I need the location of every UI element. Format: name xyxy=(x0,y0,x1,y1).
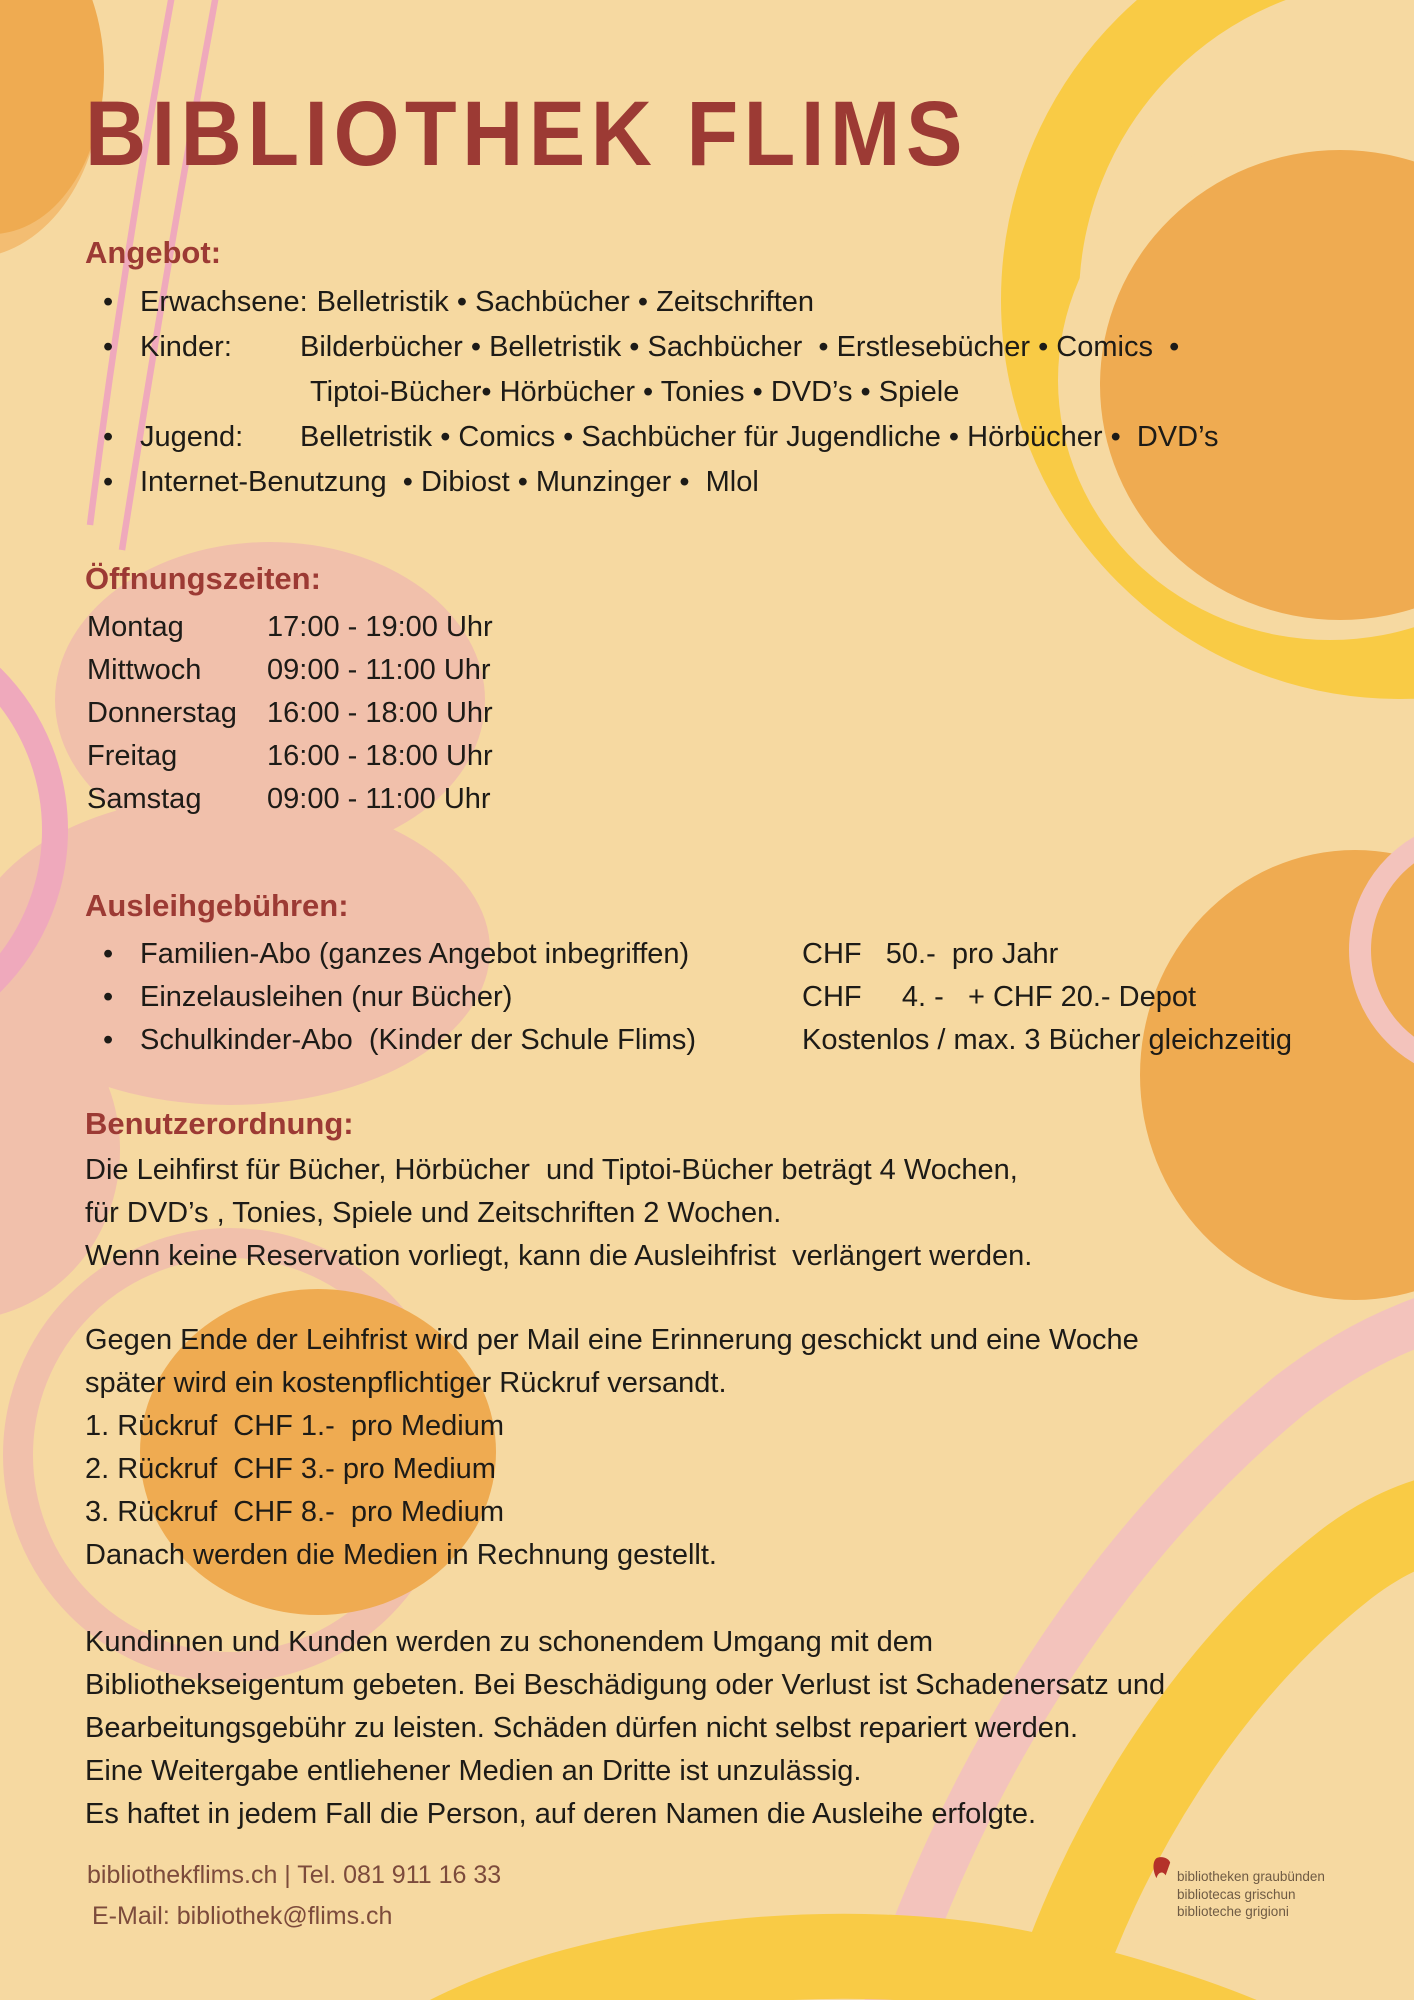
opening-hours-table xyxy=(87,606,1355,821)
item-text: Belletristik • Comics • Sachbücher für Jugendliche • Hörbücher • DVD’s xyxy=(300,421,1219,453)
day-label: Samstag xyxy=(87,783,202,815)
hours-row-montag xyxy=(87,606,1355,649)
time-value: 09:00 - 11:00 Uhr xyxy=(267,783,491,815)
day-label: Freitag xyxy=(87,740,178,772)
bullet-icon xyxy=(103,415,119,460)
logo-line-it: biblioteche grigioni xyxy=(1177,1904,1289,1919)
logo-line-rm: bibliotecas grischun xyxy=(1177,1886,1296,1902)
heading-oeffnungszeiten: Öffnungszeiten: xyxy=(85,561,321,596)
item-label: Kinder: xyxy=(140,331,232,363)
bullet-icon xyxy=(103,280,119,325)
section-oeffnungszeiten xyxy=(85,558,1355,821)
bullet-icon xyxy=(103,976,119,1019)
day-label: Donnerstag xyxy=(87,697,237,729)
paragraph-line: Die Leihfirst für Bücher, Hörbücher und Tiptoi-Bücher beträgt 4 Wochen, xyxy=(85,1154,1018,1186)
day-label: Mittwoch xyxy=(87,654,202,686)
section-ausleihgebuehren xyxy=(85,885,1355,1062)
paragraph-line: Danach werden die Medien in Rechnung gestellt. xyxy=(85,1539,717,1571)
list-item-jugend xyxy=(85,415,1355,460)
time-value: 16:00 - 18:00 Uhr xyxy=(267,697,493,729)
angebot-list xyxy=(85,280,1355,505)
rules-paragraph-2 xyxy=(85,1319,1355,1577)
time-value: 17:00 - 19:00 Uhr xyxy=(267,611,493,643)
paragraph-line: Wenn keine Reservation vorliegt, kann die Ausleihfrist verlängert werden. xyxy=(85,1240,1033,1272)
item-text: Internet-Benutzung • Dibiost • Munzinger • Mlol xyxy=(140,466,759,498)
fee-value: CHF 50.- pro Jahr xyxy=(802,938,1059,970)
hours-row-mittwoch xyxy=(87,649,1355,692)
time-value: 09:00 - 11:00 Uhr xyxy=(267,654,491,686)
fee-value: Kostenlos / max. 3 Bücher gleichzeitig xyxy=(802,1024,1293,1056)
rules-paragraph-1 xyxy=(85,1149,1355,1278)
page-title: BIBLIOTHEK FLIMS xyxy=(85,83,968,185)
time-value: 16:00 - 18:00 Uhr xyxy=(267,740,493,772)
paragraph-line: 3. Rückruf CHF 8.- pro Medium xyxy=(85,1496,504,1528)
fees-list xyxy=(85,933,1355,1062)
fee-item-text: Einzelausleihen (nur Bücher) xyxy=(140,981,513,1013)
item-text: Bilderbücher • Belletristik • Sachbücher • Erstlesebücher • Comics • xyxy=(300,331,1180,363)
bullet-icon xyxy=(103,933,119,976)
paragraph-line: 1. Rückruf CHF 1.- pro Medium xyxy=(85,1410,504,1442)
paragraph-line: Es haftet in jedem Fall die Person, auf deren Namen die Ausleihe erfolgte. xyxy=(85,1798,1037,1830)
bullet-icon xyxy=(103,460,119,505)
fee-row-familien-abo xyxy=(85,933,1355,976)
footer-email: E-Mail: bibliothek@flims.ch xyxy=(92,1902,393,1930)
fee-item-text: Schulkinder-Abo (Kinder der Schule Flims) xyxy=(140,1024,697,1056)
bibliotheken-graubuenden-logo xyxy=(1152,1854,1325,1921)
rules-paragraph-3 xyxy=(85,1621,1355,1836)
item-text: Belletristik • Sachbücher • Zeitschriften xyxy=(316,286,815,318)
flyer-content xyxy=(85,0,1355,1937)
list-item-internet xyxy=(85,460,1355,505)
paragraph-line: Bibliothekseigentum gebeten. Bei Beschädigung oder Verlust ist Schadenersatz und xyxy=(85,1669,1166,1701)
item-label: Jugend: xyxy=(140,421,244,453)
bullet-icon xyxy=(103,1019,119,1062)
red-comma-mark-icon xyxy=(1152,1856,1172,1882)
day-label: Montag xyxy=(87,611,184,643)
paragraph-line: für DVD’s , Tonies, Spiele und Zeitschriften 2 Wochen. xyxy=(85,1197,782,1229)
paragraph-line: Kundinnen und Kunden werden zu schonendem Umgang mit dem xyxy=(85,1626,933,1658)
section-benutzerordnung xyxy=(85,1103,1355,1836)
heading-angebot: Angebot: xyxy=(85,235,222,270)
fee-row-einzelausleihen xyxy=(85,976,1355,1019)
list-item-kinder-continued xyxy=(310,370,1355,415)
heading-ausleihgebuehren: Ausleihgebühren: xyxy=(85,888,349,923)
paragraph-line: Eine Weitergabe entliehener Medien an Dritte ist unzulässig. xyxy=(85,1755,862,1787)
paragraph-line: Gegen Ende der Leihfrist wird per Mail eine Erinnerung geschickt und eine Woche xyxy=(85,1324,1139,1356)
bullet-icon xyxy=(103,325,119,370)
paragraph-line: 2. Rückruf CHF 3.- pro Medium xyxy=(85,1453,496,1485)
item-text: Tiptoi-Bücher• Hörbücher • Tonies • DVD’s • Spiele xyxy=(310,376,960,408)
fee-item-text: Familien-Abo (ganzes Angebot inbegriffen) xyxy=(140,938,690,970)
logo-text xyxy=(1177,1868,1325,1921)
hours-row-donnerstag xyxy=(87,692,1355,735)
paragraph-line: später wird ein kostenpflichtiger Rückruf versandt. xyxy=(85,1367,727,1399)
item-label: Erwachsene: xyxy=(140,286,308,318)
footer-website-phone: bibliothekflims.ch | Tel. 081 911 16 33 xyxy=(87,1861,502,1889)
heading-benutzerordnung: Benutzerordnung: xyxy=(85,1106,354,1141)
list-item-kinder xyxy=(85,325,1355,370)
yellow-arch-bottom xyxy=(445,1956,1265,2000)
fee-value: CHF 4. - + CHF 20.- Depot xyxy=(802,981,1197,1013)
hours-row-freitag xyxy=(87,735,1355,778)
paragraph-line: Bearbeitungsgebühr zu leisten. Schäden dürfen nicht selbst repariert werden. xyxy=(85,1712,1079,1744)
section-angebot xyxy=(85,232,1355,505)
hours-row-samstag xyxy=(87,778,1355,821)
fee-row-schulkinder-abo xyxy=(85,1019,1355,1062)
list-item-erwachsene xyxy=(85,280,1355,325)
logo-line-de: bibliotheken graubünden xyxy=(1177,1869,1325,1884)
